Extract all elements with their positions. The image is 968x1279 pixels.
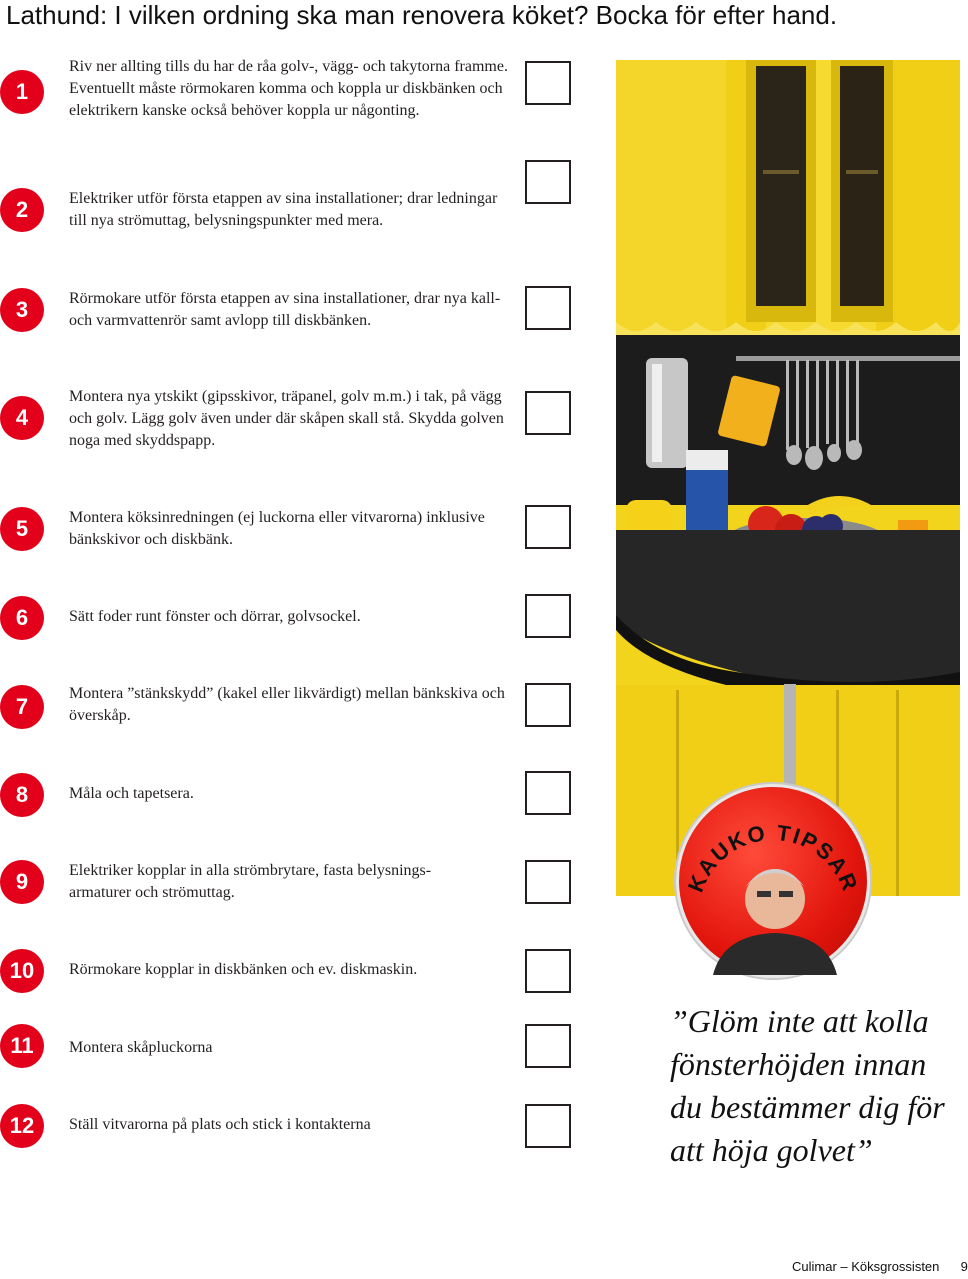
- page-footer: [792, 1258, 968, 1276]
- step-number: 4: [0, 396, 44, 440]
- tip-quote: ”Glöm inte att kolla fönsterhöjden innan du bestämmer dig för att höja golvet”: [670, 1003, 945, 1168]
- step-checkbox[interactable]: [525, 771, 571, 815]
- footer-brand: Culimar – Köksgrossisten: [792, 1259, 940, 1274]
- step-text: Elektriker utför första etappen av sina installationer; drar ledningar till nya strömuttag, belysningspunkter med mera.: [69, 190, 498, 229]
- step-checkbox[interactable]: [525, 1104, 571, 1148]
- step-checkbox[interactable]: [525, 391, 571, 435]
- step-checkbox[interactable]: [525, 949, 571, 993]
- step-number: 12: [0, 1104, 44, 1148]
- badge-label: KAUKO TIPSAR: [682, 819, 864, 896]
- step-checkbox[interactable]: [525, 860, 571, 904]
- page-title: Lathund: I vilken ordning ska man renovera köket? Bocka för efter hand.: [6, 0, 838, 30]
- step-checkbox[interactable]: [525, 1024, 571, 1068]
- step-number: 5: [0, 507, 44, 551]
- kauko-tipsar-badge: [676, 784, 870, 978]
- step-text: Rörmokare kopplar in diskbänken och ev. diskmaskin.: [69, 961, 418, 978]
- step-text: Sätt foder runt fönster och dörrar, golvsockel.: [69, 608, 361, 625]
- step-checkbox[interactable]: [525, 594, 571, 638]
- step-number: 1: [0, 70, 44, 114]
- step-text: Rörmokare utför första etappen av sina installationer, drar nya kall- och varmvattenrör samt avlopp till diskbänken.: [69, 290, 501, 329]
- step-text: Montera köksinredningen (ej luckorna eller vitvarorna) inklusive bänkskivor och diskbänk.: [69, 509, 485, 548]
- kitchen-illustration: [616, 60, 960, 896]
- step-number: 3: [0, 288, 44, 332]
- step-text: Montera ”stänkskydd” (kakel eller likvärdigt) mellan bänkskiva och överskåp.: [69, 685, 505, 724]
- step-number: 2: [0, 188, 44, 232]
- step-checkbox[interactable]: [525, 61, 571, 105]
- step-number: 10: [0, 949, 44, 993]
- kitchen-photo: [616, 60, 960, 896]
- step-text: Elektriker kopplar in alla strömbrytare, fasta belysnings-armaturer och strömuttag.: [69, 862, 432, 901]
- badge-illustration: [679, 787, 867, 975]
- step-checkbox[interactable]: [525, 286, 571, 330]
- step-text: Montera nya ytskikt (gipsskivor, träpanel, golv m.m.) i tak, på vägg och golv. Lägg golv även under där skåpen skall stå. Skydda golven noga med skyddspapp.: [69, 388, 504, 449]
- step-text: Måla och tapetsera.: [69, 785, 194, 802]
- step-text: Riv ner allting tills du har de råa golv-, vägg- och takytorna framme. Eventuellt måste rörmokaren komma och koppla ur diskbänken och elektrikern kanske också behöver koppla ur någonting.: [69, 58, 508, 119]
- step-text: Ställ vitvarorna på plats och stick i kontakterna: [69, 1116, 371, 1133]
- step-number: 11: [0, 1024, 44, 1068]
- step-checkbox[interactable]: [525, 683, 571, 727]
- step-number: 9: [0, 860, 44, 904]
- page-number: 9: [960, 1259, 968, 1274]
- step-text: Montera skåpluckorna: [69, 1039, 213, 1056]
- step-number: 6: [0, 596, 44, 640]
- step-checkbox[interactable]: [525, 505, 571, 549]
- step-number: 7: [0, 685, 44, 729]
- step-checkbox[interactable]: [525, 160, 571, 204]
- step-number: 8: [0, 773, 44, 817]
